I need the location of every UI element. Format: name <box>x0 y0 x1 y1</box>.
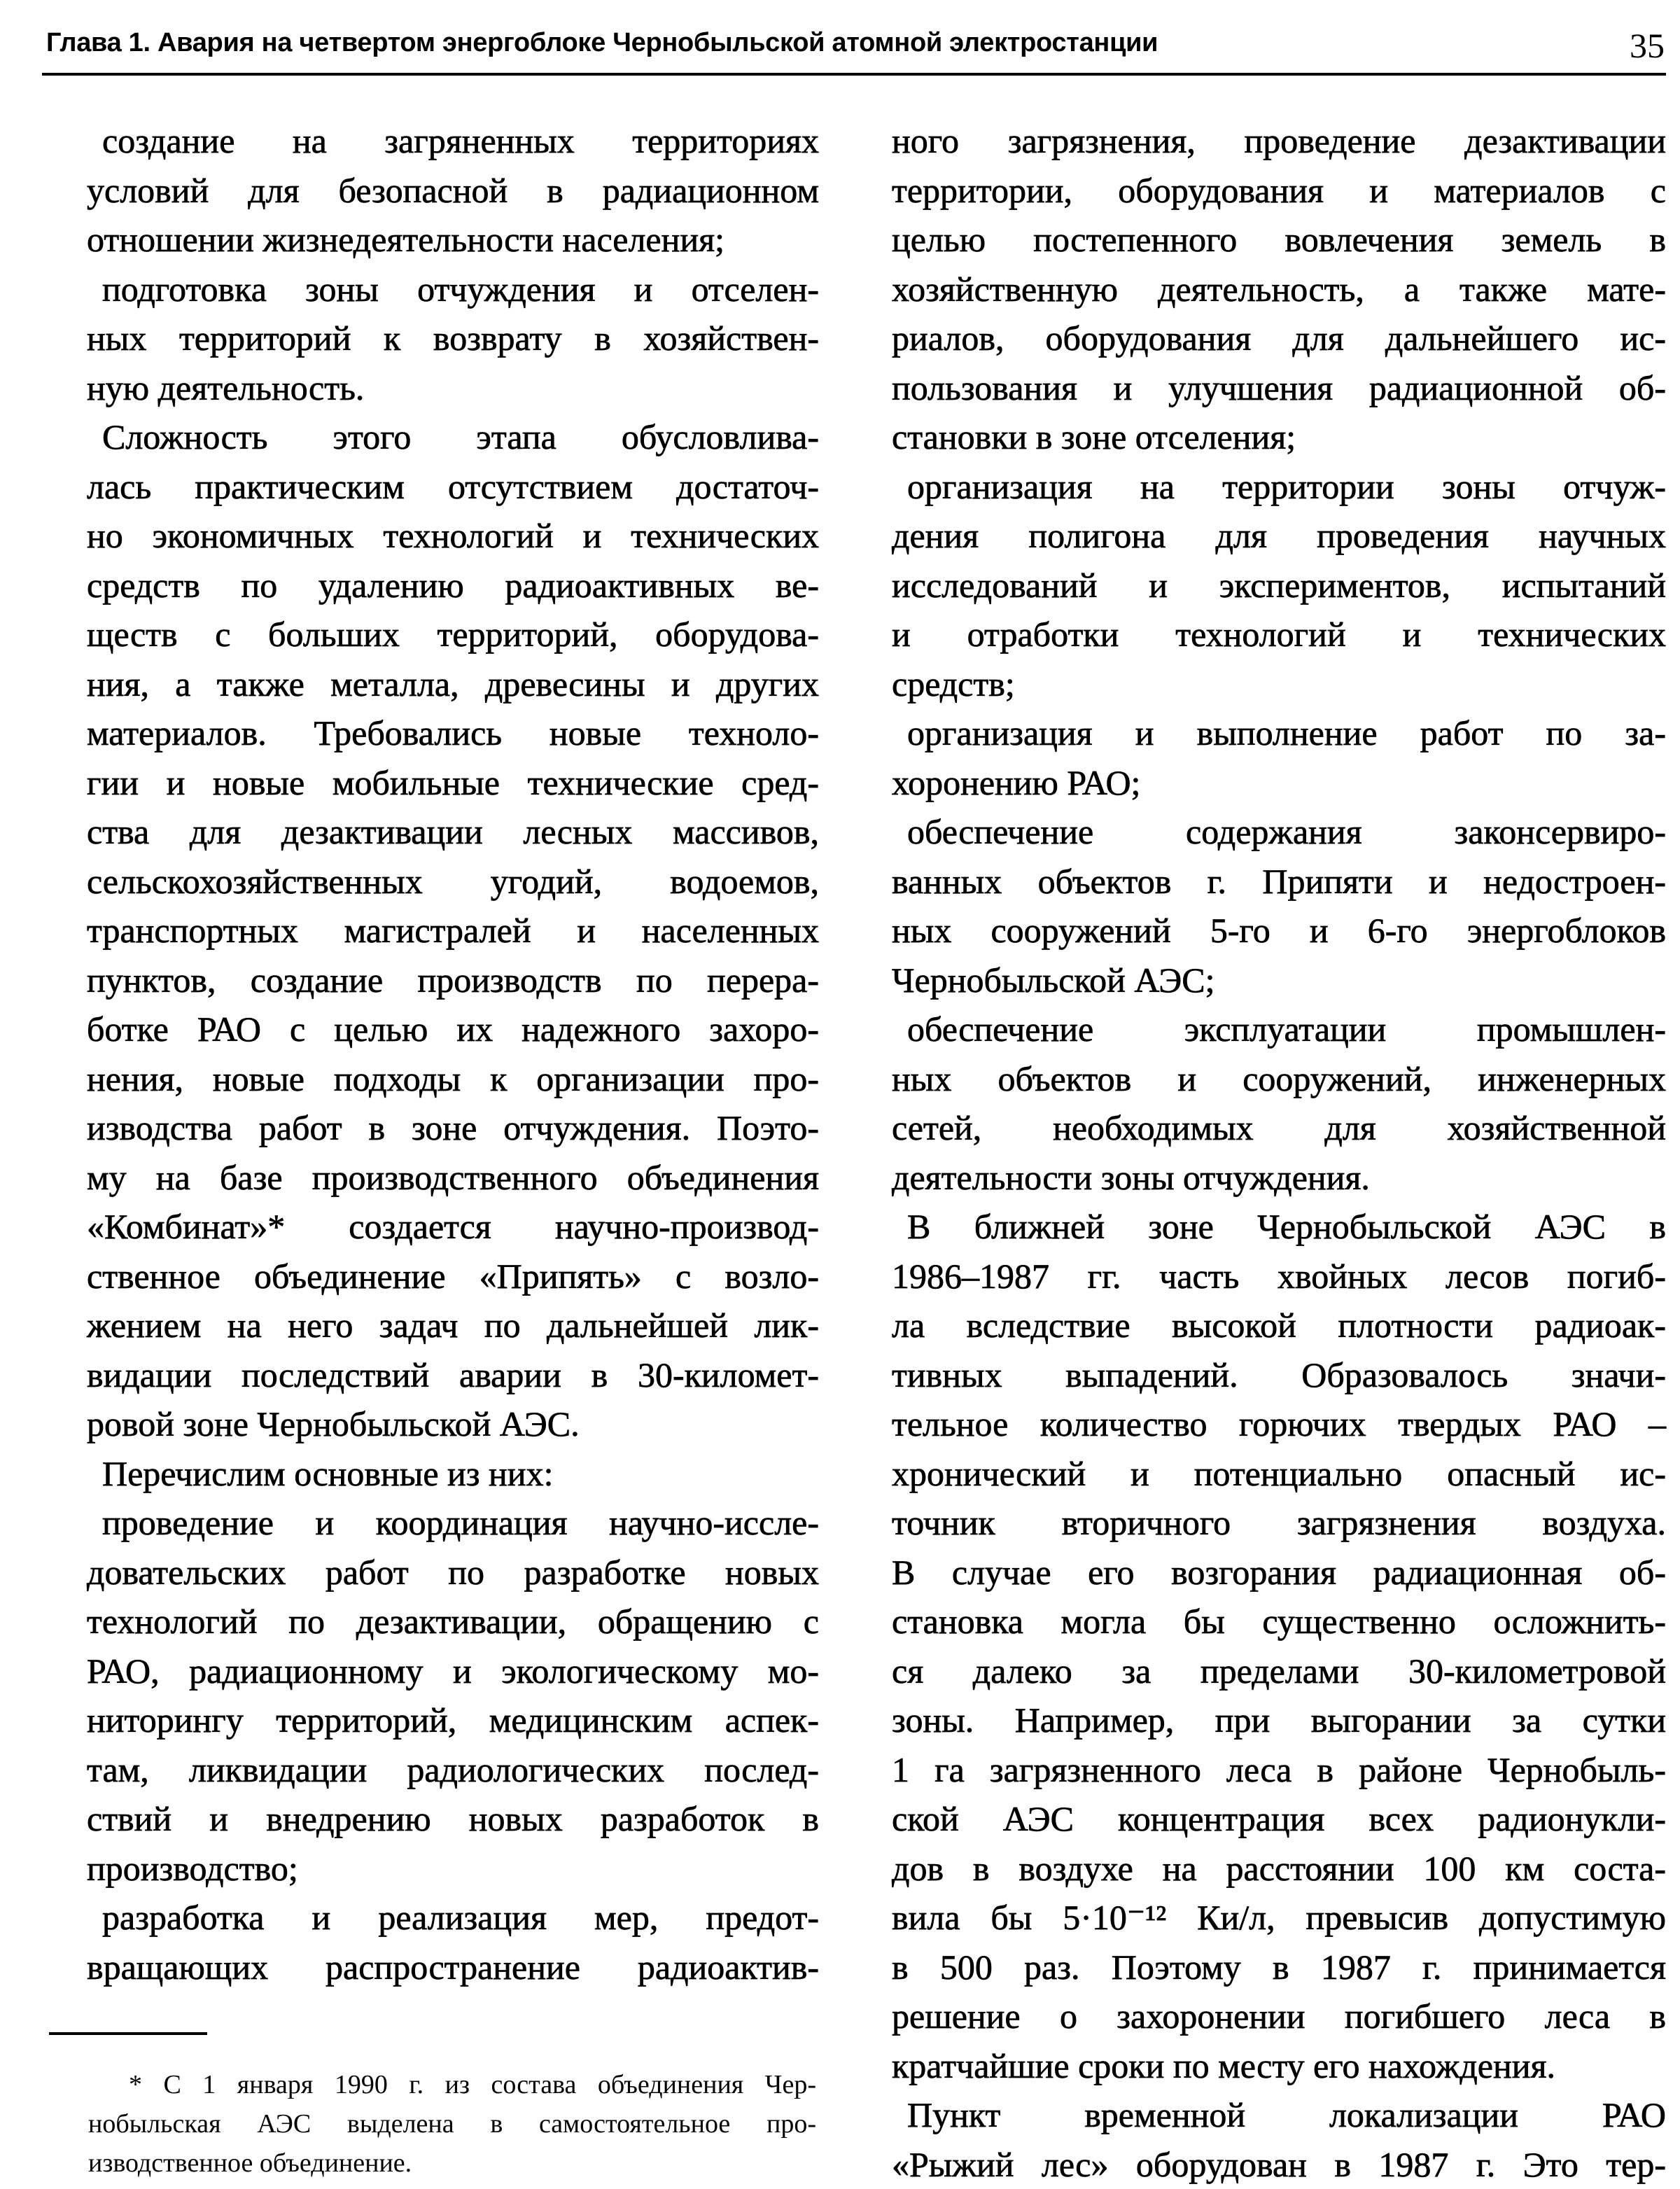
text-line: средств по удалению радиоактивных ве- <box>87 561 819 610</box>
running-header-title: Глава 1. Авария на четвертом энергоблоке Чернобыльской атомной электростанции <box>46 28 1158 58</box>
text-line: тельное количество горючих твердых РАО – <box>892 1399 1666 1449</box>
text-line: сельскохозяйственных угодий, водоемов, <box>87 857 819 907</box>
footnote-rule <box>49 2032 207 2035</box>
header-rule <box>42 73 1666 76</box>
text-line: ных объектов и сооружений, инженерных <box>892 1054 1666 1104</box>
footnote <box>88 2065 816 2183</box>
text-line: ла вследствие высокой плотности радиоак- <box>892 1301 1666 1350</box>
text-line: деятельности зоны отчуждения. <box>892 1153 1666 1203</box>
text-line: вращающих распространение радиоактив- <box>87 1943 819 1992</box>
text-line: видации последствий аварии в 30-километ- <box>87 1350 819 1400</box>
text-line: становка могла бы существенно осложнить- <box>892 1597 1666 1646</box>
text-line: ства для дезактивации лесных массивов, <box>87 807 819 857</box>
text-line: хоронению РАО; <box>892 758 1666 808</box>
text-line: ровой зоне Чернобыльской АЭС. <box>87 1399 819 1449</box>
text-line: РАО, радиационному и экологическому мо- <box>87 1646 819 1696</box>
text-line: и отработки технологий и технических <box>892 610 1666 659</box>
text-line: пунктов, создание производств по перера- <box>87 956 819 1005</box>
text-line: лась практическим отсутствием достаточ- <box>87 462 819 512</box>
paragraph <box>87 1893 819 1992</box>
page-number: 35 <box>1630 25 1665 66</box>
text-line: Сложность этого этапа обусловлива- <box>87 412 819 462</box>
text-line: ботке РАО с целью их надежного захоро- <box>87 1005 819 1054</box>
paragraph <box>87 1498 819 1893</box>
text-line: риалов, оборудования для дальнейшего ис- <box>892 314 1666 363</box>
paragraph <box>892 2090 1666 2189</box>
text-line: организация на территории зоны отчуж- <box>892 462 1666 512</box>
text-line: Чернобыльской АЭС; <box>892 956 1666 1005</box>
paragraph <box>87 1449 819 1499</box>
text-line: средств; <box>892 659 1666 709</box>
text-line: ской АЭС концентрация всех радионукли- <box>892 1794 1666 1844</box>
text-line: обеспечение содержания законсервиро- <box>892 807 1666 857</box>
text-line: довательских работ по разработке новых <box>87 1548 819 1597</box>
text-line: изводства работ в зоне отчуждения. Поэто- <box>87 1103 819 1153</box>
paragraph <box>892 1202 1666 2090</box>
text-line: там, ликвидации радиологических послед- <box>87 1745 819 1795</box>
text-line: 1 га загрязненного леса в районе Чернобыль- <box>892 1745 1666 1795</box>
footnote-line: изводственное объединение. <box>88 2143 816 2183</box>
text-line: точник вторичного загрязнения воздуха. <box>892 1498 1666 1548</box>
text-line: гии и новые мобильные технические сред- <box>87 758 819 808</box>
text-line: но экономичных технологий и технических <box>87 511 819 561</box>
text-line: тивных выпадений. Образовалось значи- <box>892 1350 1666 1400</box>
text-line: нения, новые подходы к организации про- <box>87 1054 819 1104</box>
text-line: ных сооружений 5-го и 6-го энергоблоков <box>892 906 1666 956</box>
text-line: сетей, необходимых для хозяйственной <box>892 1103 1666 1153</box>
text-line: дения полигона для проведения научных <box>892 511 1666 561</box>
paragraph <box>892 462 1666 709</box>
text-line: в 500 раз. Поэтому в 1987 г. принимается <box>892 1943 1666 1992</box>
paragraph <box>87 412 819 1449</box>
text-line: технологий по дезактивации, обращению с <box>87 1597 819 1646</box>
text-line: территории, оборудования и материалов с <box>892 166 1666 216</box>
paragraph <box>892 807 1666 1005</box>
text-line: ственное объединение «Припять» с возло- <box>87 1252 819 1301</box>
text-line: В случае его возгорания радиационная об- <box>892 1548 1666 1597</box>
text-line: ванных объектов г. Припяти и недостроен- <box>892 857 1666 907</box>
text-line: ществ с больших территорий, оборудова- <box>87 610 819 659</box>
text-line: становки в зоне отселения; <box>892 412 1666 462</box>
text-line: ствий и внедрению новых разработок в <box>87 1794 819 1844</box>
right-column <box>892 116 1666 2189</box>
text-line: хозяйственную деятельность, а также мате- <box>892 265 1666 314</box>
text-line: производство; <box>87 1844 819 1894</box>
left-column <box>87 116 819 1992</box>
text-line: ных территорий к возврату в хозяйствен- <box>87 314 819 363</box>
text-line: ного загрязнения, проведение дезактивации <box>892 116 1666 166</box>
text-line: разработка и реализация мер, предот- <box>87 1893 819 1943</box>
paragraph <box>892 116 1666 462</box>
text-line: условий для безопасной в радиационном <box>87 166 819 216</box>
text-line: исследований и экспериментов, испытаний <box>892 561 1666 610</box>
text-line: Перечислим основные из них: <box>87 1449 819 1499</box>
text-line: «Комбинат»* создается научно-производ- <box>87 1202 819 1252</box>
text-line: целью постепенного вовлечения земель в <box>892 215 1666 265</box>
paragraph <box>892 708 1666 807</box>
text-line: ния, а также металла, древесины и других <box>87 659 819 709</box>
text-line: кратчайшие сроки по месту его нахождения. <box>892 2041 1666 2091</box>
text-line: ниторингу территорий, медицинским аспек- <box>87 1695 819 1745</box>
text-line: вила бы 5·10⁻¹² Ки/л, превысив допустимую <box>892 1893 1666 1943</box>
footnote-line: * С 1 января 1990 г. из состава объединения Чер- <box>88 2065 816 2104</box>
text-line: дов в воздухе на расстоянии 100 км соста- <box>892 1844 1666 1894</box>
text-line: «Рыжий лес» оборудован в 1987 г. Это тер- <box>892 2140 1666 2189</box>
footnote-line: нобыльская АЭС выделена в самостоятельное про- <box>88 2104 816 2143</box>
text-line: 1986–1987 гг. часть хвойных лесов погиб- <box>892 1252 1666 1301</box>
text-line: обеспечение эксплуатации промышлен- <box>892 1005 1666 1054</box>
text-line: му на базе производственного объединения <box>87 1153 819 1203</box>
text-line: транспортных магистралей и населенных <box>87 906 819 956</box>
text-line: подготовка зоны отчуждения и отселен- <box>87 265 819 314</box>
text-line: проведение и координация научно-иссле- <box>87 1498 819 1548</box>
text-line: решение о захоронении погибшего леса в <box>892 1992 1666 2041</box>
paragraph <box>87 116 819 265</box>
paragraph <box>892 1005 1666 1202</box>
text-line: организация и выполнение работ по за- <box>892 708 1666 758</box>
text-line: пользования и улучшения радиационной об- <box>892 363 1666 413</box>
text-line: жением на него задач по дальнейшей лик- <box>87 1301 819 1350</box>
text-line: зоны. Например, при выгорании за сутки <box>892 1695 1666 1745</box>
text-line: отношении жизнедеятельности населения; <box>87 215 819 265</box>
text-line: хронический и потенциально опасный ис- <box>892 1449 1666 1499</box>
paragraph <box>87 265 819 413</box>
text-line: ную деятельность. <box>87 363 819 413</box>
text-line: В ближней зоне Чернобыльской АЭС в <box>892 1202 1666 1252</box>
text-line: создание на загряненных территориях <box>87 116 819 166</box>
text-line: материалов. Требовались новые техноло- <box>87 708 819 758</box>
text-line: ся далеко за пределами 30-километровой <box>892 1646 1666 1696</box>
text-line: Пункт временной локализации РАО <box>892 2090 1666 2140</box>
